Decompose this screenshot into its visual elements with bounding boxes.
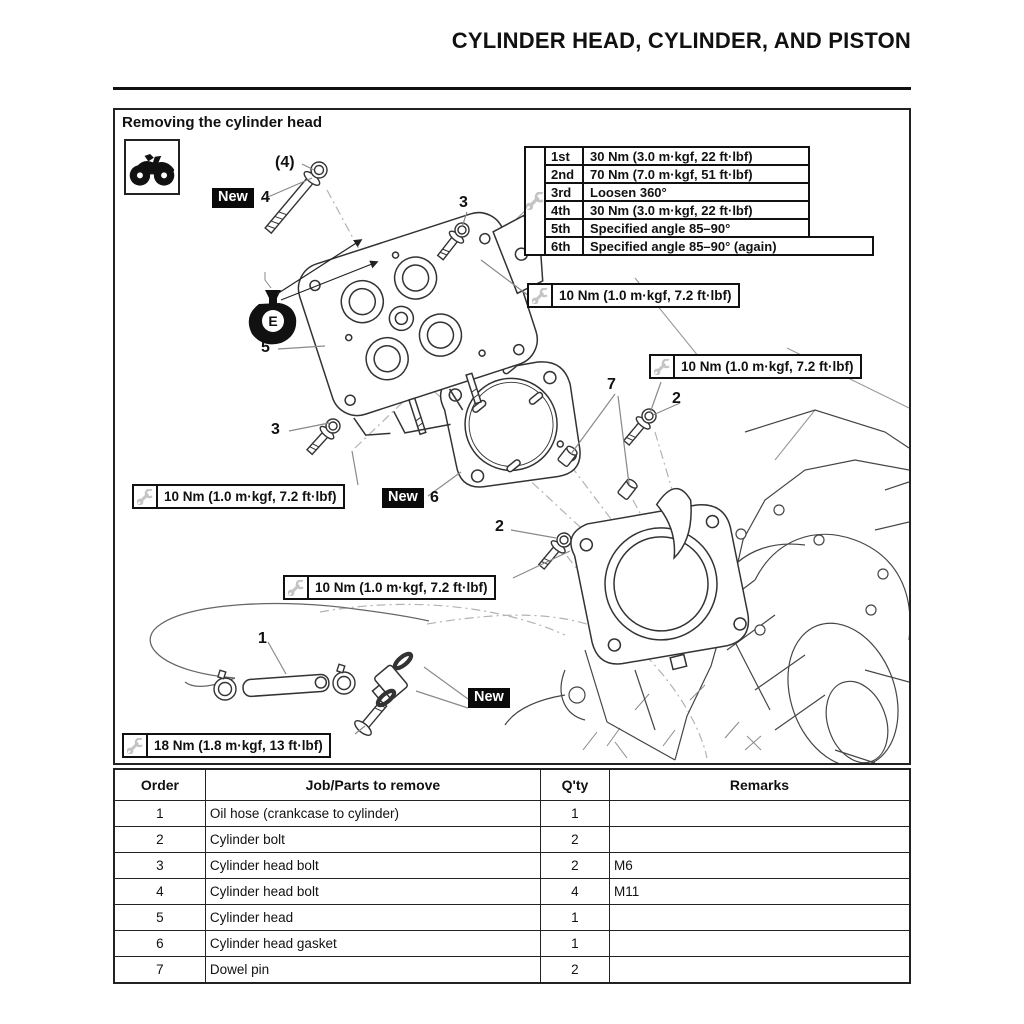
part-label-3: 3 xyxy=(271,421,280,438)
torque-callout: 10 Nm (1.0 m·kgf, 7.2 ft·lbf) xyxy=(527,283,740,308)
col-header-order: Order xyxy=(114,769,205,801)
tightening-sequence-table xyxy=(524,146,874,256)
table-row xyxy=(114,931,910,957)
torque-step-row: 6th Specified angle 85–90° (again) xyxy=(544,236,874,256)
cell-remarks xyxy=(609,801,910,827)
part-label-6: 6 xyxy=(430,489,439,506)
cylinder-art xyxy=(561,478,761,687)
part-label-7: 7 xyxy=(607,376,616,393)
cell-job: Oil hose (crankcase to cylinder) xyxy=(205,801,540,827)
col-header-qty: Q'ty xyxy=(540,769,609,801)
torque-callout: 10 Nm (1.0 m·kgf, 7.2 ft·lbf) xyxy=(132,484,345,509)
cell-remarks xyxy=(609,905,910,931)
wrench-icon xyxy=(134,486,158,507)
torque-step-row: 1st 30 Nm (3.0 m·kgf, 22 ft·lbf) xyxy=(544,146,810,166)
title-rule xyxy=(113,87,911,90)
cell-qty: 2 xyxy=(540,957,609,984)
procedure-heading: Removing the cylinder head xyxy=(122,114,323,131)
new-part-badge: New xyxy=(212,188,254,208)
procedure-panel xyxy=(113,108,911,765)
parts-table-header-row xyxy=(114,769,910,801)
torque-step-row: 4th 30 Nm (3.0 m·kgf, 22 ft·lbf) xyxy=(544,200,810,220)
part-label-4-paren: (4) xyxy=(275,154,295,171)
torque-step-row: 2nd 70 Nm (7.0 m·kgf, 51 ft·lbf) xyxy=(544,164,810,184)
table-row xyxy=(114,957,910,984)
wrench-icon xyxy=(529,285,553,306)
wrench-icon xyxy=(124,735,148,756)
new-part-badge: New xyxy=(382,488,424,508)
cell-remarks xyxy=(609,931,910,957)
table-row xyxy=(114,827,910,853)
table-row xyxy=(114,905,910,931)
cell-order: 3 xyxy=(114,853,205,879)
cell-job: Cylinder head bolt xyxy=(205,853,540,879)
cell-remarks xyxy=(609,827,910,853)
cell-order: 7 xyxy=(114,957,205,984)
cell-order: 5 xyxy=(114,905,205,931)
cell-order: 2 xyxy=(114,827,205,853)
cell-remarks: M6 xyxy=(609,853,910,879)
parts-table xyxy=(113,768,911,984)
cell-qty: 1 xyxy=(540,931,609,957)
cell-order: 1 xyxy=(114,801,205,827)
torque-step-row: 5th Specified angle 85–90° xyxy=(544,218,810,238)
wrench-icon xyxy=(651,356,675,377)
cell-qty: 1 xyxy=(540,905,609,931)
torque-step-row: 3rd Loosen 360° xyxy=(544,182,810,202)
part-label-3: 3 xyxy=(459,194,468,211)
cell-remarks: M11 xyxy=(609,879,910,905)
cell-order: 4 xyxy=(114,879,205,905)
cell-job: Dowel pin xyxy=(205,957,540,984)
table-row xyxy=(114,853,910,879)
table-row xyxy=(114,801,910,827)
torque-callout: 18 Nm (1.8 m·kgf, 13 ft·lbf) xyxy=(122,733,331,758)
oil-hose-art xyxy=(150,604,429,708)
cell-job: Cylinder bolt xyxy=(205,827,540,853)
page-title: CYLINDER HEAD, CYLINDER, AND PISTON xyxy=(451,28,911,53)
torque-callout: 10 Nm (1.0 m·kgf, 7.2 ft·lbf) xyxy=(649,354,862,379)
col-header-job: Job/Parts to remove xyxy=(205,769,540,801)
cell-order: 6 xyxy=(114,931,205,957)
part-label-1: 1 xyxy=(258,630,267,647)
cell-qty: 2 xyxy=(540,853,609,879)
cell-qty: 1 xyxy=(540,801,609,827)
oil-can-icon xyxy=(249,272,296,344)
cell-job: Cylinder head bolt xyxy=(205,879,540,905)
cell-job: Cylinder head xyxy=(205,905,540,931)
part-label-2: 2 xyxy=(495,518,504,535)
part-label-2: 2 xyxy=(672,390,681,407)
part-label-4: 4 xyxy=(261,189,270,206)
wrench-icon xyxy=(285,577,309,598)
part-label-5: 5 xyxy=(261,339,270,356)
cell-qty: 4 xyxy=(540,879,609,905)
oil-grade-letter: E xyxy=(268,313,278,329)
cell-job: Cylinder head gasket xyxy=(205,931,540,957)
wrench-icon xyxy=(524,146,546,256)
cell-remarks xyxy=(609,957,910,984)
cell-qty: 2 xyxy=(540,827,609,853)
new-part-badge: New xyxy=(468,688,510,708)
col-header-remarks: Remarks xyxy=(609,769,910,801)
torque-callout: 10 Nm (1.0 m·kgf, 7.2 ft·lbf) xyxy=(283,575,496,600)
table-row xyxy=(114,879,910,905)
